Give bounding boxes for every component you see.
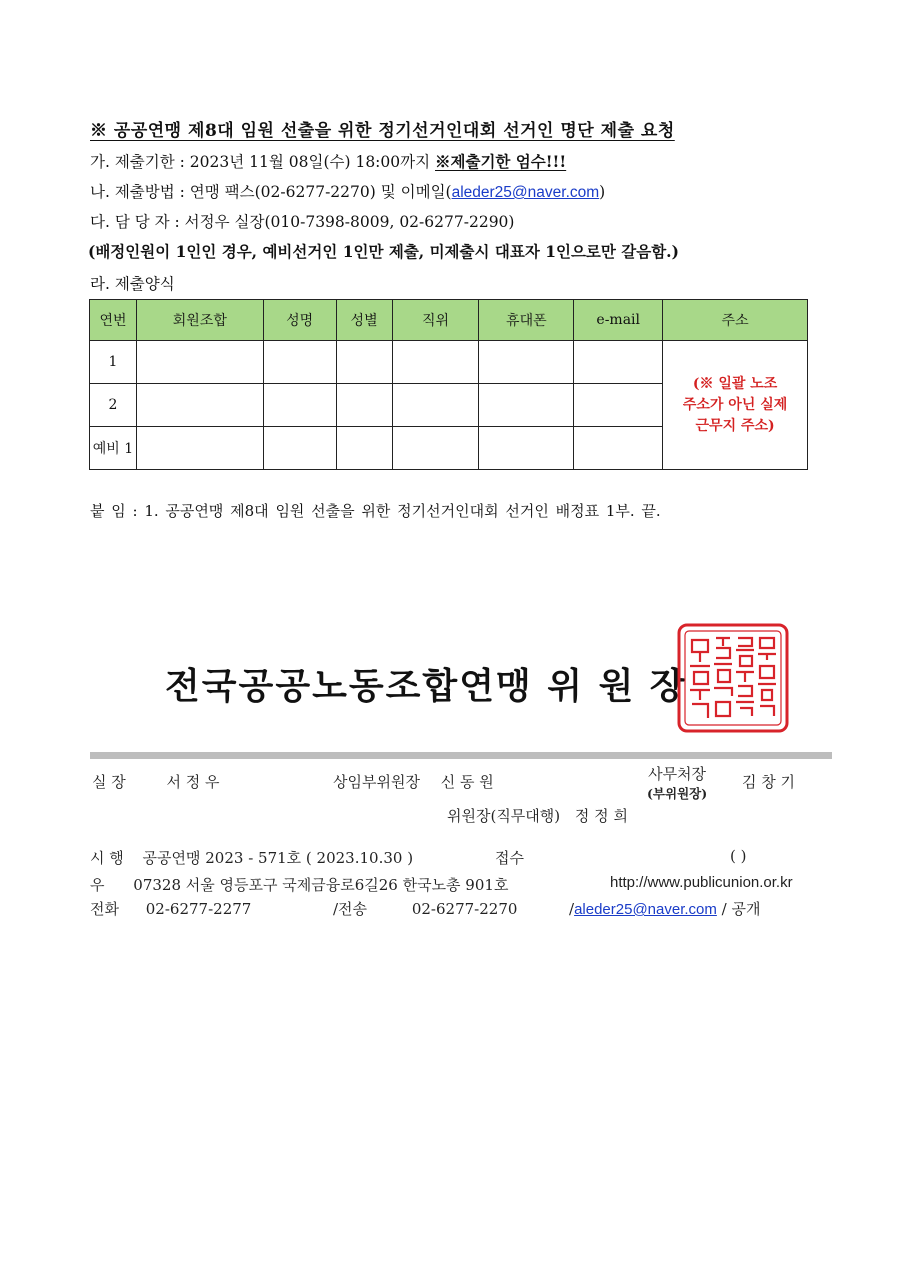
method-text: 나. 제출방법 : 연맹 팩스(02-6277-2270) 및 이메일( [90,183,452,201]
cell-union [136,384,263,427]
cell-name [263,341,336,384]
document-title: ※ 공공연맹 제8대 임원 선출을 위한 정기선거인대회 선거인 명단 제출 요청 [90,121,675,141]
acting-name: 정 정 희 [574,807,628,825]
cell-email [574,384,663,427]
allocation-notice: (배정인원이 1인인 경우, 예비선거인 1인만 제출, 미제출시 대표자 1인으로만 갈음함.) [88,242,679,261]
header-seq: 연번 [90,300,137,341]
cell-position [392,384,479,427]
cell-mobile [479,427,574,470]
cell-mobile [479,384,574,427]
deadline-text: 가. 제출기한 : 2023년 11월 08일(수) 18:00까지 [90,153,431,171]
cell-union [136,427,263,470]
header-name: 성명 [263,300,336,341]
cell-gender [336,384,392,427]
receipt-value: ( ) [730,847,747,865]
vice-role: 상임부위원장 [333,773,420,791]
cell-position [392,341,479,384]
header-email: e-mail [574,300,663,341]
email-group [569,898,760,919]
address-note-line: 주소가 아닌 실제 [682,396,788,413]
divider [90,752,832,759]
form-label: 라. 제출양식 [90,275,175,293]
chief-role: 실 장 [92,773,126,791]
official-seal-icon [676,622,790,734]
organization-title: 전국공공노동조합연맹 위 원 장 [165,666,687,707]
cell-name [263,427,336,470]
header-mobile: 휴대폰 [479,300,574,341]
table-row [90,341,808,384]
cell-gender [336,427,392,470]
footer-email-link[interactable]: aleder25@naver.com [574,901,717,918]
chief-signature [92,771,220,792]
cell-email [574,341,663,384]
row-seq: 예비 1 [90,427,137,470]
method-email-link[interactable]: aleder25@naver.com [451,184,600,201]
postal-value: 07328 서울 영등포구 국제금융로6길26 한국노총 901호 [133,876,509,894]
chief-name: 서 정 우 [166,773,220,791]
secretary-signature [647,763,707,802]
submission-form-table [89,299,808,470]
cell-email [574,427,663,470]
header-union: 회원조합 [136,300,263,341]
secretary-sub-role: (부위원장) [647,786,708,801]
address-note-line: (※ 일괄 노조 [692,375,778,392]
method-suffix: ) [599,183,606,201]
fax-value: 02-6277-2270 [411,900,518,918]
attachment-line: 붙 임 : 1. 공공연맹 제8대 임원 선출을 위한 정기선거인대회 선거인 배정표 1부. 끝. [90,502,661,520]
enforce-value: 공공연맹 2023 - 571호 ( 2023.10.30 ) [142,849,414,867]
acting-role: 위원장(직무대행) [447,807,561,825]
vice-name: 신 동 원 [440,773,494,791]
header-position: 직위 [392,300,479,341]
row-seq: 1 [90,341,137,384]
address-note-cell [663,341,808,470]
postal-label: 우 [90,876,105,894]
enforce-label: 시 행 [90,849,124,867]
vice-signature [333,771,494,792]
address-note-line: 근무지 주소) [695,417,775,434]
method-line [90,180,605,202]
website-link[interactable]: http://www.publicunion.or.kr [610,874,793,891]
fax-label: /전송 [333,900,368,918]
header-gender: 성별 [336,300,392,341]
deadline-note: ※제출기한 엄수!!! [435,152,567,171]
deadline-line [90,150,566,172]
row-seq: 2 [90,384,137,427]
cell-gender [336,341,392,384]
table-header-row [90,300,808,341]
cell-position [392,427,479,470]
address-line [90,874,508,895]
cell-name [263,384,336,427]
cell-mobile [479,341,574,384]
fax-group [333,898,517,919]
disclosure-text: / 공개 [716,900,761,918]
email-prefix: / [569,900,575,918]
enforcement-line [90,847,413,868]
secretary-name: 김 창 기 [742,773,796,791]
header-address: 주소 [663,300,808,341]
cell-union [136,341,263,384]
acting-signature [447,805,628,826]
contact-line: 다. 담 당 자 : 서정우 실장(010-7398-8009, 02-6277-2290) [90,213,515,231]
secretary-role: 사무처장 [648,765,707,783]
receipt-label: 접수 [495,849,524,867]
phone-value: 02-6277-2277 [145,900,252,918]
phone-label: 전화 [90,900,119,918]
contact-footer-line [90,898,251,919]
